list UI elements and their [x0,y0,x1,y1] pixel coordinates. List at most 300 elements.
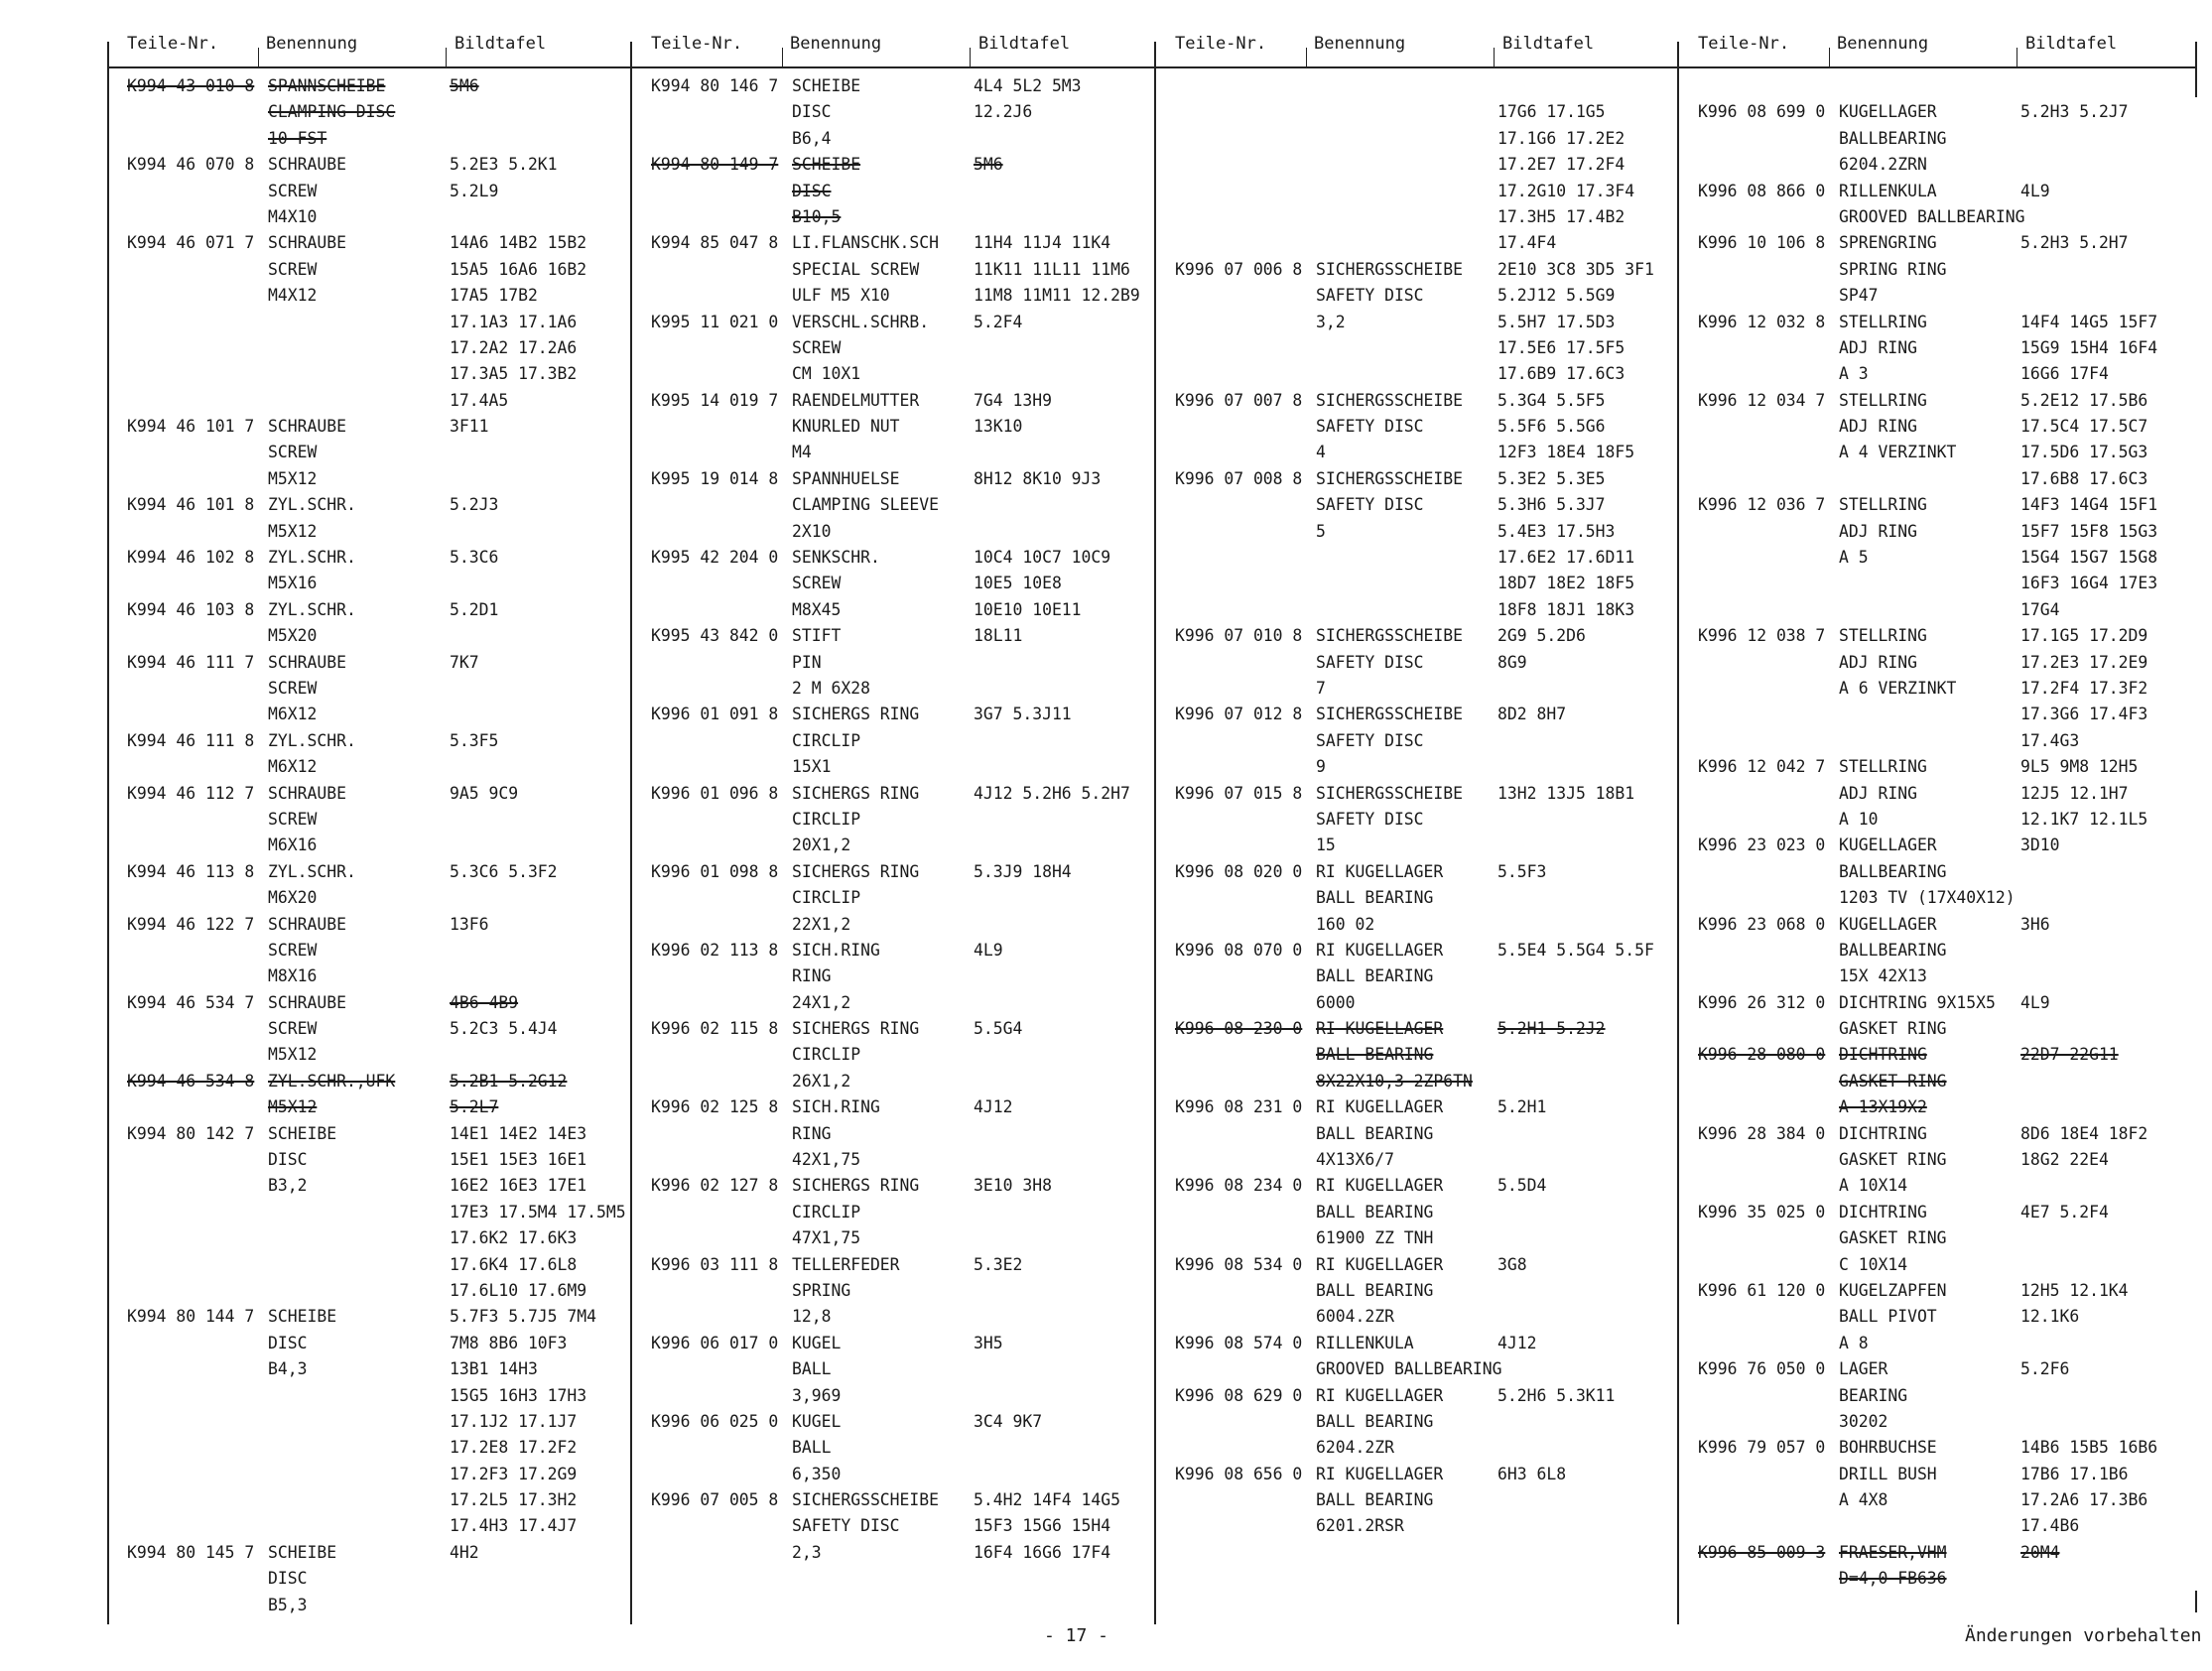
part-designation: SICHERGSSCHEIBE [1316,390,1464,410]
plate-reference: 3D10 [2020,836,2060,855]
part-designation: A 6 VERZINKT [1839,678,1957,698]
part-designation: SPANNHUELSE [792,468,900,488]
entry-line [1155,361,1671,387]
part-entry [631,781,1147,859]
plate-reference: 14F3 14G4 15F1 [2020,495,2158,515]
part-entry [107,1304,623,1540]
entry-line [1678,1016,2194,1042]
part-entry [107,650,623,728]
part-designation: SCHRAUBE [268,652,346,672]
entry-line [631,990,1147,1016]
part-designation: SCHEIBE [792,155,861,175]
part-entry [107,728,623,781]
entry-line [631,833,1147,858]
part-number: K996 01 096 8 [651,783,779,803]
plate-reference: 5.2E3 5.2K1 [450,155,558,175]
entry-line [631,466,1147,492]
plate-reference: 4J12 [974,1097,1013,1117]
part-number: K996 12 034 7 [1698,390,1826,410]
entry-line [1678,1540,2194,1566]
entry-line [1678,1252,2194,1278]
entry-line [631,650,1147,676]
part-designation: SICHERGSSCHEIBE [1316,705,1464,724]
part-designation: DISC [792,102,832,122]
entry-line [1678,1173,2194,1199]
entry-line [107,257,623,283]
plate-reference: 11H4 11J4 11K4 [974,233,1111,253]
part-designation: SICHERGSSCHEIBE [1316,259,1464,279]
plate-reference: 17E3 17.5M4 17.5M5 [450,1202,626,1221]
entry-line [1155,1200,1671,1225]
part-designation: SICH.RING [792,1097,880,1117]
part-designation: STIFT [792,626,842,646]
part-designation: BALL BEARING [1316,1490,1434,1510]
part-entry [1155,1252,1671,1331]
plate-reference: 17B6 17.1B6 [2020,1464,2129,1483]
part-designation: SCHEIBE [792,76,861,95]
entry-line [1678,1069,2194,1094]
entry-line [107,1225,623,1251]
entry-line [1678,728,2194,754]
part-entry [1155,257,1671,388]
plate-reference: 17.1G6 17.2E2 [1497,128,1626,148]
part-entry [1678,1278,2194,1356]
entry-line [107,754,623,780]
entry-line [1678,204,2194,230]
plate-reference: 8H12 8K10 9J3 [974,468,1102,488]
plate-reference: 13H2 13J5 18B1 [1497,783,1635,803]
entry-line [107,833,623,858]
part-designation: CIRCLIP [792,888,861,908]
part-number: K996 08 070 0 [1175,940,1303,960]
part-designation: KUGEL [792,1333,842,1352]
part-designation: M6X16 [268,836,318,855]
entry-line [631,885,1147,911]
part-designation: CIRCLIP [792,1045,861,1065]
part-designation: SAFETY DISC [1316,652,1424,672]
part-designation: SPRING [792,1280,851,1300]
entry-line [631,1462,1147,1487]
plate-reference: 7G4 13H9 [974,390,1052,410]
plate-reference: 15G4 15G7 15G8 [2020,548,2158,568]
part-entry [631,73,1147,152]
part-number: K996 06 017 0 [651,1333,779,1352]
part-designation: SCREW [268,181,318,200]
column-header [631,34,1147,65]
plate-reference: 17.6B9 17.6C3 [1497,364,1626,384]
part-entry [1678,1200,2194,1278]
part-designation: ADJ RING [1839,337,1917,357]
part-designation: M4 [792,443,812,462]
part-number: K996 08 574 0 [1175,1333,1303,1352]
part-entry [631,1487,1147,1566]
part-entry [1155,623,1671,702]
part-designation: A 4 VERZINKT [1839,443,1957,462]
plate-reference: 9L5 9M8 12H5 [2020,757,2139,777]
part-designation: 26X1,2 [792,1071,851,1091]
entry-line [1678,1042,2194,1068]
plate-reference: 17G4 [2020,599,2060,619]
entry-line [631,938,1147,964]
part-designation: SICHERGSSCHEIBE [1316,626,1464,646]
entry-line [1678,466,2194,492]
entry-line [631,597,1147,623]
entry-line [1155,597,1671,623]
entry-line [107,519,623,545]
entry-line [1155,519,1671,545]
part-designation: SAFETY DISC [1316,286,1424,306]
part-number: K994 80 146 7 [651,76,779,95]
header-benennung: Benennung [266,34,358,54]
part-designation: SICHERGSSCHEIBE [1316,468,1464,488]
entry-line [1155,99,1671,125]
plate-reference: 5M6 [450,76,479,95]
entry-line [1678,73,2194,99]
part-number: K996 03 111 8 [651,1254,779,1274]
part-designation: 6204.2ZR [1316,1438,1394,1458]
part-entry [631,938,1147,1016]
plate-reference: 3H5 [974,1333,1003,1352]
entry-line [631,728,1147,754]
part-entry [1155,702,1671,780]
part-designation: M8X16 [268,966,318,986]
header-teile-nr: Teile-Nr. [1175,34,1267,54]
part-entry [1678,1540,2194,1593]
part-designation: 47X1,75 [792,1228,861,1248]
part-designation: 15X 42X13 [1839,966,1927,986]
entry-line [631,310,1147,335]
part-entry [107,230,623,414]
part-designation: ZYL.SCHR. [268,548,356,568]
part-entry [631,152,1147,230]
part-designation: CIRCLIP [792,730,861,750]
part-designation: 20X1,2 [792,836,851,855]
part-designation: STELLRING [1839,312,1927,331]
part-number: K996 02 125 8 [651,1097,779,1117]
entry-line [1678,335,2194,361]
part-number: K994 46 101 8 [127,495,255,515]
part-designation: RI KUGELLAGER [1316,1385,1444,1405]
entry-line [107,440,623,465]
part-entry [631,1409,1147,1487]
part-designation: M5X12 [268,1097,318,1117]
entry-line [1155,1042,1671,1068]
column-header [1678,34,2194,65]
part-entry [1678,990,2194,1043]
entry-line [1678,676,2194,702]
entry-line [107,283,623,309]
header-separator [970,48,971,67]
part-number: K995 11 021 0 [651,312,779,331]
part-designation: VERSCHL.SCHRB. [792,312,930,331]
entry-line [107,1331,623,1356]
part-designation: BEARING [1839,1385,1908,1405]
entry-line [1678,1200,2194,1225]
part-entry [631,859,1147,938]
entry-line [631,1540,1147,1566]
plate-reference: 4B6 4B9 [450,992,519,1012]
entry-line [1155,204,1671,230]
entry-line [107,1304,623,1330]
part-designation: CLAMPING SLEEVE [792,495,940,515]
part-designation: M4X10 [268,206,318,226]
entry-line [1155,310,1671,335]
part-designation: M5X12 [268,468,318,488]
part-designation: SP47 [1839,286,1879,306]
part-entry [1155,1016,1671,1094]
part-number: K996 28 080 0 [1698,1045,1826,1065]
entry-line [1678,938,2194,964]
entry-line [1155,990,1671,1016]
part-entry [1678,388,2194,493]
header-teile-nr: Teile-Nr. [651,34,743,54]
part-designation: DICHTRING 9X15X5 [1839,992,1996,1012]
part-number: K994 80 142 7 [127,1123,255,1143]
entry-line [631,1147,1147,1173]
header-separator [446,48,447,67]
part-entry [107,1069,623,1121]
plate-reference: 4L4 5L2 5M3 [974,76,1082,95]
part-entry [107,545,623,597]
part-designation: GASKET RING [1839,1150,1947,1170]
part-entry [1155,938,1671,1016]
part-designation: D=4,0 FB636 [1839,1569,1947,1589]
part-designation: M5X12 [268,1045,318,1065]
part-number: K996 07 007 8 [1175,390,1303,410]
part-number: K994 46 111 7 [127,652,255,672]
parts-list [1678,73,2194,1593]
part-designation: SPRENGRING [1839,233,1937,253]
part-designation: SCHEIBE [268,1307,337,1327]
plate-reference: 7K7 [450,652,479,672]
edge-mark [2195,42,2197,97]
entry-line [1678,650,2194,676]
plate-reference: 5.7F3 5.7J5 7M4 [450,1307,597,1327]
plate-reference: 12F3 18E4 18F5 [1497,443,1635,462]
footer-note: Änderungen vorbehalten [1965,1625,2202,1646]
part-designation: ADJ RING [1839,783,1917,803]
part-designation: A 10 [1839,809,1879,829]
part-designation: A 8 [1839,1333,1869,1352]
part-number: K996 76 050 0 [1698,1359,1826,1379]
entry-line [1155,833,1671,858]
entry-line [631,912,1147,938]
part-designation: BALL [792,1359,832,1379]
part-designation: 2X10 [792,521,832,541]
entry-line [107,1173,623,1199]
part-designation: B5,3 [268,1595,308,1614]
part-number: K996 61 120 0 [1698,1280,1826,1300]
entry-line [1155,335,1671,361]
entry-line [107,990,623,1016]
entry-line [107,179,623,204]
part-number: K996 79 057 0 [1698,1438,1826,1458]
entry-line [631,807,1147,833]
part-entry [631,1173,1147,1251]
part-designation: KNURLED NUT [792,417,900,437]
plate-reference: 17.4H3 17.4J7 [450,1516,578,1536]
part-designation: A 4X8 [1839,1490,1888,1510]
plate-reference: 17.6L10 17.6M9 [450,1280,587,1300]
part-entry [631,702,1147,780]
entry-line [631,440,1147,465]
entry-line [107,1540,623,1566]
part-designation: ADJ RING [1839,417,1917,437]
entry-line [1155,1462,1671,1487]
part-designation: 1203 TV (17X40X12) [1839,888,2016,908]
entry-line [631,1042,1147,1068]
plate-reference: 17.5E6 17.5F5 [1497,337,1626,357]
entry-line [107,912,623,938]
part-designation: SCREW [268,809,318,829]
plate-reference: 17.4F4 [1497,233,1557,253]
part-designation: GASKET RING [1839,1019,1947,1039]
part-number: K996 12 036 7 [1698,495,1826,515]
entry-line [1678,1435,2194,1461]
part-entry [1155,859,1671,938]
entry-line [1155,1356,1671,1382]
entry-line [1678,754,2194,780]
part-number: K996 23 068 0 [1698,914,1826,934]
entry-line [1155,859,1671,885]
header-separator [782,48,783,67]
part-number: K996 07 008 8 [1175,468,1303,488]
part-entry [1678,310,2194,388]
entry-line [1678,1331,2194,1356]
part-entry [107,1121,626,1305]
plate-reference: 15F7 15F8 15G3 [2020,521,2158,541]
part-entry [631,545,1147,623]
entry-line [107,676,623,702]
part-number: K994 46 534 7 [127,992,255,1012]
part-entry [631,388,1147,466]
entry-line [1155,1173,1671,1199]
part-designation: BOHRBUCHSE [1839,1438,1937,1458]
part-number: K996 02 127 8 [651,1176,779,1196]
entry-line [1155,1069,1671,1094]
entry-line [107,702,623,727]
plate-reference: 5.3C6 5.3F2 [450,861,558,881]
part-number: K996 10 106 8 [1698,233,1826,253]
part-number: K996 07 015 8 [1175,783,1303,803]
header-bildtafel: Bildtafel [2025,34,2118,54]
part-designation: SICHERGS RING [792,705,920,724]
part-designation: SICHERGSSCHEIBE [1316,783,1464,803]
part-entry [1678,179,2194,231]
plate-reference: 17.1G5 17.2D9 [2020,626,2148,646]
part-entry [107,152,623,230]
part-designation: RILLENKULA [1316,1333,1414,1352]
entry-line [1678,990,2194,1016]
part-designation: 42X1,75 [792,1150,861,1170]
part-designation: SCREW [792,574,842,593]
part-designation: LAGER [1839,1359,1888,1379]
plate-reference: 4E7 5.2F4 [2020,1202,2109,1221]
plate-reference: 5.2C3 5.4J4 [450,1019,558,1039]
entry-line [107,152,623,178]
part-number: K996 12 038 7 [1698,626,1826,646]
part-designation: 6004.2ZR [1316,1307,1394,1327]
part-designation: BALL [792,1438,832,1458]
parts-list [107,73,626,1618]
part-designation: 160 02 [1316,914,1375,934]
part-entry [1678,1042,2194,1120]
entry-line [631,99,1147,125]
plate-reference: 5.5H7 17.5D3 [1497,312,1616,331]
part-designation: SICHERGS RING [792,861,920,881]
part-designation: 2 M 6X28 [792,678,870,698]
entry-line [107,571,623,596]
part-designation: STELLRING [1839,626,1927,646]
entry-line [107,73,623,99]
entry-line [107,1278,623,1304]
part-designation: SPECIAL SCREW [792,259,920,279]
part-designation: 6204.2ZRN [1839,155,1927,175]
part-designation: ADJ RING [1839,652,1917,672]
entry-line [1155,1225,1671,1251]
entry-line [1678,440,2194,465]
part-entry [631,1094,1147,1173]
header-bildtafel: Bildtafel [455,34,547,54]
plate-reference: 17.3G6 17.4F3 [2020,705,2148,724]
plate-reference: 17.2F4 17.3F2 [2020,678,2148,698]
entry-line [1155,1409,1671,1435]
part-designation: A 10X14 [1839,1176,1908,1196]
entry-line [1678,859,2194,885]
plate-reference: 5.3E2 5.3E5 [1497,468,1606,488]
entry-line [1155,283,1671,309]
part-designation: B3,2 [268,1176,308,1196]
part-entry [1155,1094,1671,1173]
entry-line [1678,912,2194,938]
part-number: K996 08 656 0 [1175,1464,1303,1483]
part-number: K994 43 010 8 [127,76,255,95]
part-designation: ADJ RING [1839,521,1917,541]
entry-line [1678,179,2194,204]
part-designation: C 10X14 [1839,1254,1908,1274]
plate-reference: 17G6 17.1G5 [1497,102,1606,122]
part-designation: A 5 [1839,548,1869,568]
plate-reference: 14F4 14G5 15F7 [2020,312,2158,331]
part-number: K996 08 234 0 [1175,1176,1303,1196]
part-designation: SCHEIBE [268,1542,337,1562]
plate-reference: 5.3G4 5.5F5 [1497,390,1606,410]
part-entry [1155,99,1671,256]
entry-line [1155,1487,1671,1513]
entry-line [1155,807,1671,833]
plate-reference: 17.3A5 17.3B2 [450,364,578,384]
part-entry [1155,73,1671,99]
plate-reference: 3H6 [2020,914,2050,934]
entry-line [1155,440,1671,465]
part-entry [631,1016,1147,1094]
entry-line [631,283,1147,309]
entry-line [631,859,1147,885]
part-number: K994 46 071 7 [127,233,255,253]
part-number: K995 19 014 8 [651,468,779,488]
entry-line [631,1383,1147,1409]
entry-line [1678,702,2194,727]
plate-reference: 17.1A3 17.1A6 [450,312,578,331]
part-designation: KUGELLAGER [1839,836,1937,855]
entry-line [1155,623,1671,649]
part-entry [1155,388,1671,466]
entry-line [631,1356,1147,1382]
plate-reference: 17.6K2 17.6K3 [450,1228,578,1248]
plate-reference: 17.5D6 17.5G3 [2020,443,2148,462]
part-entry [631,623,1147,702]
entry-line [631,1304,1147,1330]
